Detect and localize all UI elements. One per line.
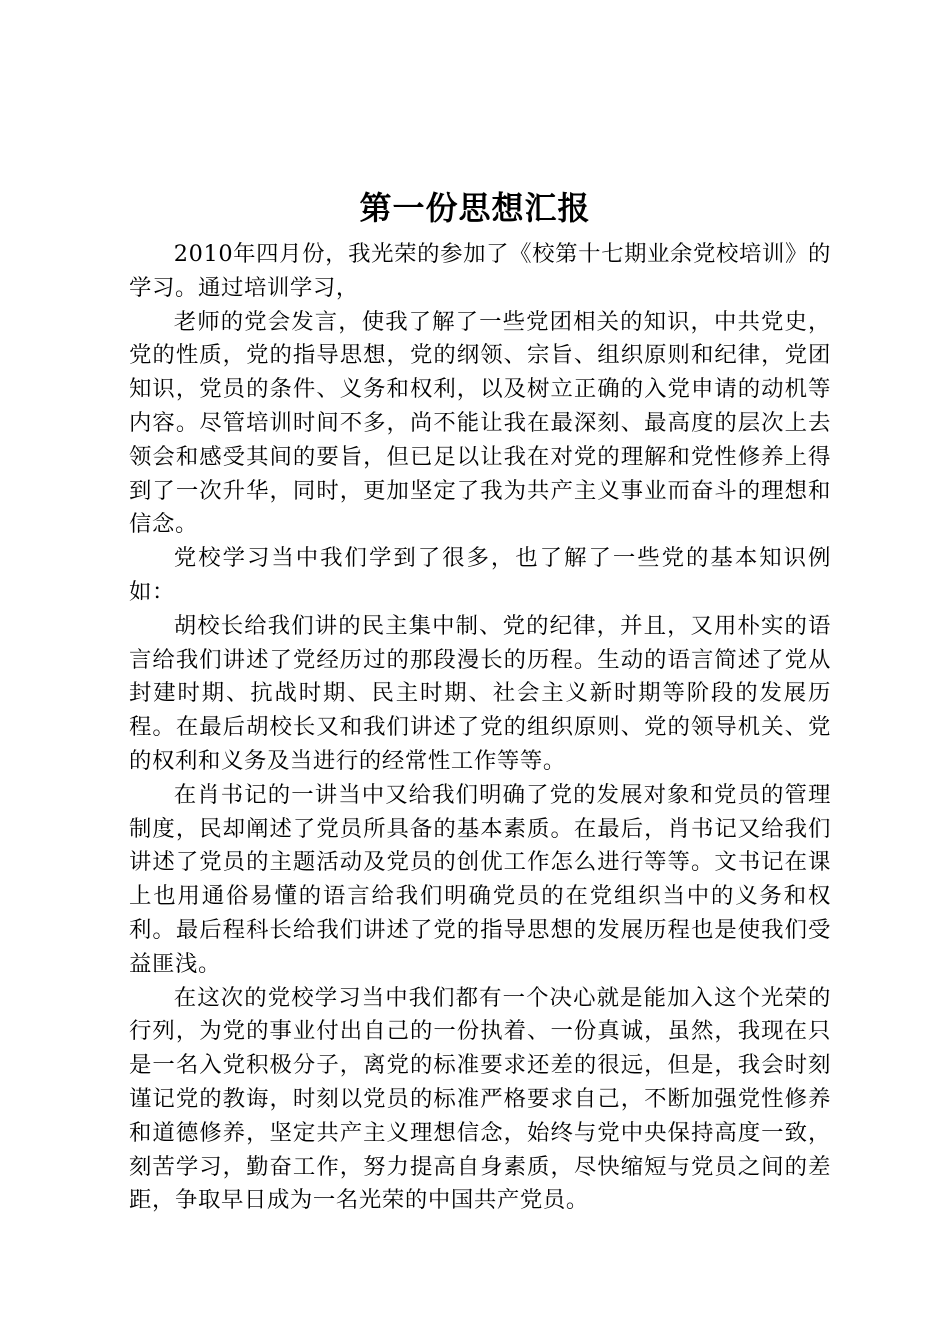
paragraph-4: 胡校长给我们讲的民主集中制、党的纪律，并且，又用朴实的语言给我们讲述了党经历过的那段漫长的历程。生动的语言简述了党从封建时期、抗战时期、民主时期、社会主义新时期等阶段的发展历程。在最后胡校长又和我们讲述了党的组织原则、党的领导机关、党的权利和义务及当进行的经常性工作等等。 — [129, 612, 831, 774]
paragraph-1: 2010年四月份，我光荣的参加了《校第十七期业余党校培训》的学习。通过培训学习， — [129, 241, 831, 301]
document-body — [129, 238, 831, 1218]
paragraph-6: 在这次的党校学习当中我们都有一个决心就是能加入这个光荣的行列，为党的事业付出自己的一份执着、一份真诚，虽然，我现在只是一名入党积极分子，离党的标准要求还差的很远，但是，我会时刻谨记党的教诲，时刻以党员的标准严格要求自己，不断加强党性修养和道德修养，坚定共产主义理想信念，始终与党中央保持高度一致，刻苦学习，勤奋工作，努力提高自身素质，尽快缩短与党员之间的差距，争取早日成为一名光荣的中国共产党员。 — [129, 984, 831, 1214]
document-title: 第一份思想汇报 — [359, 189, 591, 227]
paragraph-5: 在肖书记的一讲当中又给我们明确了党的发展对象和党员的管理制度，民却阐述了党员所具备的基本素质。在最后，肖书记又给我们讲述了党员的主题活动及党员的创优工作怎么进行等等。文书记在课上也用通俗易懂的语言给我们明确党员的在党组织当中的义务和权利。最后程科长给我们讲述了党的指导思想的发展历程也是使我们受益匪浅。 — [129, 781, 831, 977]
paragraph-3: 党校学习当中我们学到了很多，也了解了一些党的基本知识例如： — [129, 545, 831, 605]
paragraph-2: 老师的党会发言，使我了解了一些党团相关的知识，中共党史，党的性质，党的指导思想，党的纲领、宗旨、组织原则和纪律，党团知识，党员的条件、义务和权利，以及树立正确的入党申请的动机等内容。尽管培训时间不多，尚不能让我在最深刻、最高度的层次上去领会和感受其间的要旨，但已足以让我在对党的理解和党性修养上得到了一次升华，同时，更加坚定了我为共产主义事业而奋斗的理想和信念。 — [129, 308, 831, 538]
